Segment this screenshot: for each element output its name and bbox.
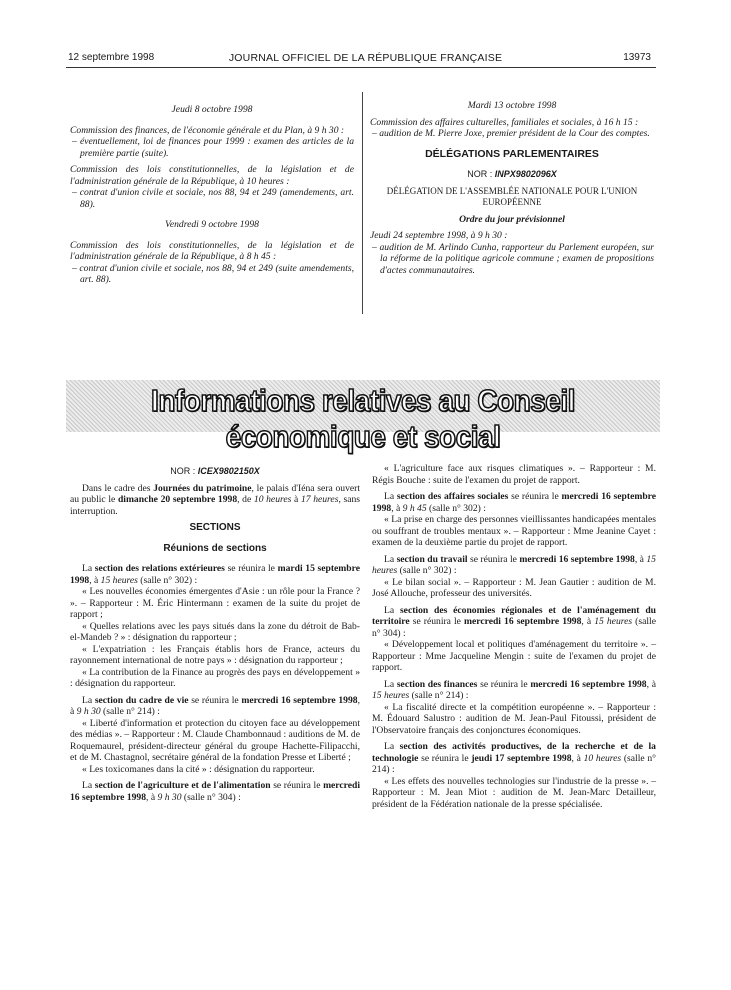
- day-heading: Jeudi 8 octobre 1998: [171, 104, 253, 115]
- agenda-item: « Les effets des nouvelles technologies sur l'industrie de la presse ». – Rapporteur : M. Jean Miot : audition de M. Jean-Marc Detailleur, président de la Fédération nationale de la presse spécialisée.: [372, 775, 656, 810]
- bottom-left-column: [70, 466, 360, 803]
- journal-title: JOURNAL OFFICIEL DE LA RÉPUBLIQUE FRANÇAISE: [228, 52, 503, 64]
- top-left-column: [70, 104, 354, 286]
- commission-entry: Commission des finances, de l'économie générale et du Plan, à 9 h 30 :: [70, 124, 345, 136]
- section-announcement: La section des économies régionales et de l'aménagement du territoire se réunira le mercredi 16 septembre 1998, à 15 heures (salle n° 304) :: [372, 604, 656, 639]
- nor-reference: NOR : INPX9802096X: [467, 169, 557, 179]
- commission-entry: Commission des lois constitutionnelles, de la législation et de l'administration générale de la République, à 8 h 45 :: [70, 239, 354, 262]
- section-announcement: La section des activités productives, de la recherche et de la technologie se réunira le jeudi 17 septembre 1998, à 10 heures (salle n° 214) :: [372, 741, 656, 775]
- agenda-item: « L'agriculture face aux risques climatiques ». – Rapporteur : M. Régis Bouche : suite de l'examen du projet de rapport.: [372, 463, 656, 486]
- intro-paragraph: Dans le cadre des Journées du patrimoine, le palais d'Iéna sera ouvert au public le dimanche 20 septembre 1998, de 10 heures à 17 heures, sans interruption.: [70, 482, 361, 517]
- section-announcement: La section des affaires sociales se réunira le mercredi 16 septembre 1998, à 9 h 45 (salle n° 302) :: [372, 491, 656, 514]
- section-announcement: La section des relations extérieures se réunira le mardi 15 septembre 1998, à 15 heures (salle n° 302) :: [70, 563, 360, 586]
- bottom-right-column: [372, 463, 656, 810]
- agenda-item: « La prise en charge des personnes vieillissantes handicapées mentales ou souffrant de troubles mentaux ». – Rapporteur : Mme Jeanine Cayet : examen de la deuxième partie du projet de rapport.: [372, 514, 656, 548]
- agenda-item: « Liberté d'information et protection du citoyen face au développement des médias ». – Rapporteur : M. Claude Chambonnaud : auditions de M. de Roquemaurel, président-directeur général du groupe Hachette-Filipacchi, et de M. Chastagnol, secrétaire général de la fondation Presse et Liberté ;: [70, 717, 360, 763]
- header-date: 12 septembre 1998: [68, 52, 155, 63]
- section-announcement: La section des finances se réunira le mercredi 16 septembre 1998, à 15 heures (salle n° 214) :: [372, 678, 656, 701]
- nor-reference: NOR : ICEX9802150X: [170, 466, 260, 476]
- agenda-item: – contrat d'union civile et sociale, nos 88, 94 et 249 (amendements, art. 88).: [72, 187, 354, 210]
- commission-entry: Commission des lois constitutionnelles, de la législation et de l'administration générale de la République, à 10 heures :: [70, 164, 354, 187]
- agenda-item: « L'expatriation : les Français établis hors de France, acteurs du rayonnement international de notre pays » : désignation du rapporteur ;: [70, 643, 360, 666]
- day-heading: Vendredi 9 octobre 1998: [165, 219, 259, 230]
- agenda-item: « Le bilan social ». – Rapporteur : M. Jean Gautier : audition de M. José Allouche, professeur des universités.: [372, 576, 656, 599]
- agenda-item: « Les nouvelles économies émergentes d'Asie : un rôle pour la France ? ». – Rapporteur : M. Éric Hintermann : examen de la suite du projet de rapport ;: [70, 586, 360, 620]
- delegation-title: DÉLÉGATION DE L'ASSEMBLÉE NATIONALE POUR L'UNION EUROPÉENNE: [386, 185, 638, 207]
- section-announcement: La section de l'agriculture et de l'alimentation se réunira le mercredi 16 septembre 1998, à 9 h 30 (salle n° 304) :: [70, 780, 360, 803]
- agenda-heading: Ordre du jour prévisionnel: [459, 213, 565, 225]
- reunions-heading: Réunions de sections: [163, 542, 267, 554]
- sections-heading: SECTIONS: [189, 522, 241, 533]
- section-announcement: La section du travail se réunira le mercredi 16 septembre 1998, à 15 heures (salle n° 302) :: [372, 553, 656, 576]
- agenda-item: « La fiscalité directe et la compétition européenne ». – Rapporteur : M. Édouard Salustro : audition de M. Jean-Paul Fitoussi, président de l'Observatoire français des conjonctures économiques.: [372, 701, 656, 736]
- section-banner: [66, 380, 660, 454]
- agenda-item: – éventuellement, loi de finances pour 1999 : examen des articles de la première partie (suite).: [72, 136, 354, 159]
- agenda-item: « Quelles relations avec les pays situés dans la zone du détroit de Bab-el-Mandeb ? » : désignation du rapporteur ;: [70, 620, 360, 643]
- agenda-item: « Développement local et politiques d'aménagement du territoire ». – Rapporteur : Mme Jacqueline Mengin : suite de l'examen du projet de rapport.: [372, 639, 656, 673]
- page-number: 13973: [623, 52, 651, 63]
- day-heading: Mardi 13 octobre 1998: [467, 100, 557, 111]
- banner-title: Informations relatives au Conseil économique et social: [151, 383, 575, 454]
- agenda-item: « La contribution de la Finance au progrès des pays en développement » : désignation du rapporteur.: [70, 666, 360, 689]
- column-divider: [362, 92, 363, 314]
- section-announcement: La section du cadre de vie se réunira le mercredi 16 septembre 1998, à 9 h 30 (salle n° 214) :: [70, 694, 360, 717]
- section-title: DÉLÉGATIONS PARLEMENTAIRES: [425, 147, 599, 160]
- agenda-item: – contrat d'union civile et sociale, nos 88, 94 et 249 (suite amendements, art. 88).: [72, 262, 354, 285]
- top-right-column: [370, 100, 654, 276]
- header-rule: [66, 67, 656, 68]
- agenda-item: « Les toxicomanes dans la cité » : désignation du rapporteur.: [82, 763, 315, 775]
- agenda-item: – audition de M. Arlindo Cunha, rapporteur du Parlement européen, sur la réforme de la politique agricole commune ; examen de propositions d'actes communautaires.: [372, 241, 654, 276]
- agenda-item: – audition de M. Pierre Joxe, premier président de la Cour des comptes.: [372, 128, 650, 139]
- commission-entry: Commission des affaires culturelles, familiales et sociales, à 16 h 15 :: [370, 116, 639, 128]
- meeting-date: Jeudi 24 septembre 1998, à 9 h 30 :: [370, 230, 508, 241]
